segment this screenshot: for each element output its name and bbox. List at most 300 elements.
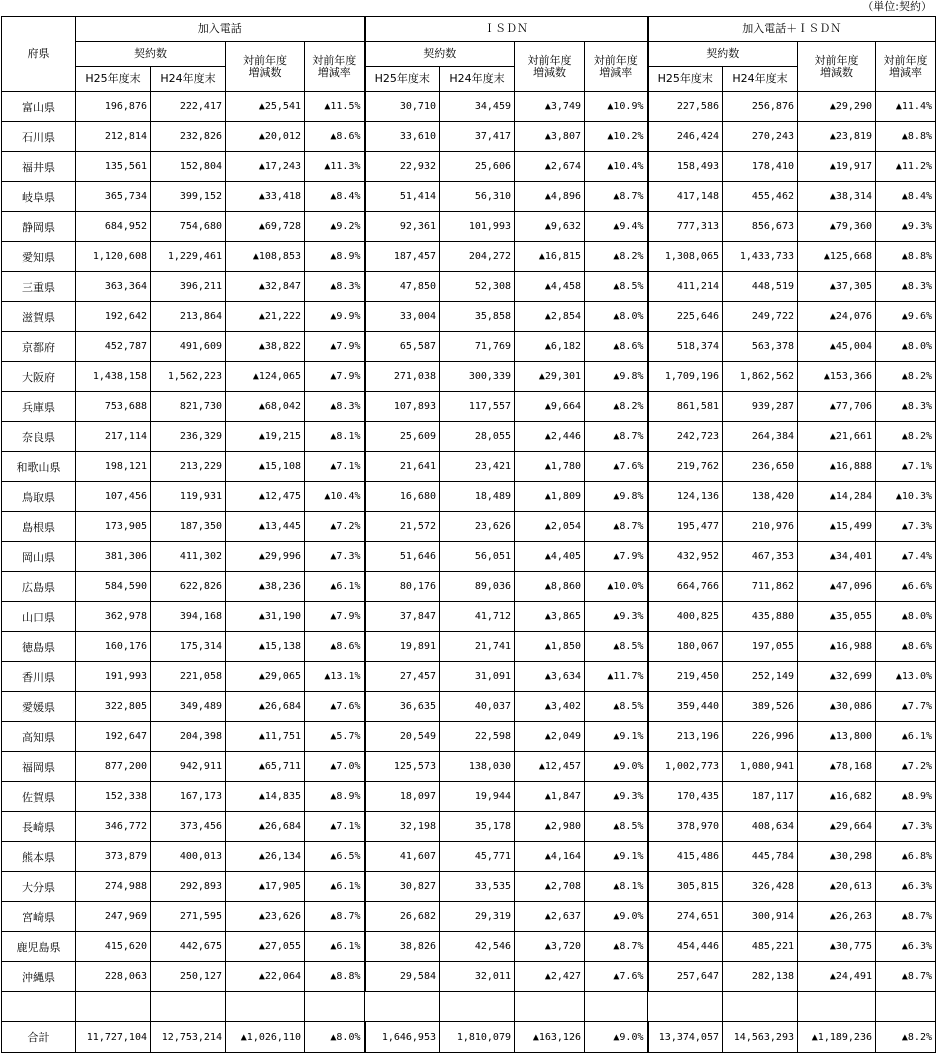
value-cell: ▲9.0%: [585, 752, 648, 782]
value-cell: 1,229,461: [151, 242, 226, 272]
header-group-isdn: ＩＳＤＮ: [365, 17, 648, 42]
value-cell: 192,647: [76, 722, 151, 752]
table-row: [2, 542, 936, 572]
value-cell: ▲29,664: [798, 812, 876, 842]
value-cell: ▲68,042: [226, 392, 305, 422]
header-contracts-combined: 契約数: [648, 42, 798, 67]
value-cell: ▲8.1%: [305, 422, 365, 452]
value-cell: 18,489: [440, 482, 515, 512]
value-cell: 415,486: [648, 842, 723, 872]
value-cell: ▲6.1%: [305, 572, 365, 602]
table-row: [2, 242, 936, 272]
value-cell: ▲9.8%: [585, 482, 648, 512]
value-cell: 42,546: [440, 932, 515, 962]
value-cell: ▲8.4%: [876, 182, 936, 212]
value-cell: ▲35,055: [798, 602, 876, 632]
value-cell: ▲7.9%: [305, 332, 365, 362]
header-h25-combined: H25年度末: [648, 67, 723, 92]
value-cell: 432,952: [648, 542, 723, 572]
value-cell: ▲34,401: [798, 542, 876, 572]
value-cell: 359,440: [648, 692, 723, 722]
prefecture-name: 香川県: [2, 662, 76, 692]
value-cell: ▲13.1%: [305, 662, 365, 692]
value-cell: ▲4,896: [515, 182, 585, 212]
value-cell: 305,815: [648, 872, 723, 902]
value-cell: 28,055: [440, 422, 515, 452]
value-cell: 777,313: [648, 212, 723, 242]
value-cell: 65,587: [365, 332, 440, 362]
value-cell: ▲7.4%: [876, 542, 936, 572]
value-cell: ▲8.8%: [305, 962, 365, 992]
value-cell: 408,634: [723, 812, 798, 842]
value-cell: 40,037: [440, 692, 515, 722]
value-cell: ▲8.7%: [876, 962, 936, 992]
value-cell: 167,173: [151, 782, 226, 812]
value-cell: ▲2,049: [515, 722, 585, 752]
prefecture-name: 岡山県: [2, 542, 76, 572]
prefecture-name: 山口県: [2, 602, 76, 632]
value-cell: 20,549: [365, 722, 440, 752]
value-cell: 187,117: [723, 782, 798, 812]
table-row: [2, 422, 936, 452]
value-cell: ▲9.2%: [305, 212, 365, 242]
value-cell: ▲11.2%: [876, 152, 936, 182]
value-cell: ▲1,189,236: [798, 1022, 876, 1053]
value-cell: 30,827: [365, 872, 440, 902]
value-cell: ▲10.4%: [585, 152, 648, 182]
value-cell: ▲7.0%: [305, 752, 365, 782]
value-cell: ▲9.3%: [585, 782, 648, 812]
prefecture-name: 長崎県: [2, 812, 76, 842]
value-cell: 518,374: [648, 332, 723, 362]
value-cell: 45,771: [440, 842, 515, 872]
value-cell: 135,561: [76, 152, 151, 182]
prefecture-name: 大阪府: [2, 362, 76, 392]
value-cell: ▲9.6%: [876, 302, 936, 332]
value-cell: ▲125,668: [798, 242, 876, 272]
value-cell: 365,734: [76, 182, 151, 212]
prefecture-name: 鳥取県: [2, 482, 76, 512]
value-cell: ▲32,847: [226, 272, 305, 302]
value-cell: ▲9.1%: [585, 842, 648, 872]
value-cell: ▲9.8%: [585, 362, 648, 392]
value-cell: ▲37,305: [798, 272, 876, 302]
value-cell: 326,428: [723, 872, 798, 902]
prefecture-name: 福岡県: [2, 752, 76, 782]
value-cell: ▲11.5%: [305, 92, 365, 122]
value-cell: ▲153,366: [798, 362, 876, 392]
prefecture-name: 和歌山県: [2, 452, 76, 482]
value-cell: ▲7.9%: [585, 542, 648, 572]
table-row: [2, 842, 936, 872]
value-cell: 1,562,223: [151, 362, 226, 392]
value-cell: ▲8.9%: [305, 242, 365, 272]
value-cell: 232,826: [151, 122, 226, 152]
value-cell: 37,417: [440, 122, 515, 152]
table-row: [2, 212, 936, 242]
value-cell: ▲8.2%: [876, 1022, 936, 1053]
value-cell: 187,457: [365, 242, 440, 272]
prefecture-name: 岐阜県: [2, 182, 76, 212]
value-cell: 274,988: [76, 872, 151, 902]
value-cell: 274,651: [648, 902, 723, 932]
value-cell: ▲9.4%: [585, 212, 648, 242]
value-cell: ▲6.6%: [876, 572, 936, 602]
value-cell: ▲2,446: [515, 422, 585, 452]
value-cell: 101,993: [440, 212, 515, 242]
value-cell: 442,675: [151, 932, 226, 962]
table-row: [2, 92, 936, 122]
value-cell: 89,036: [440, 572, 515, 602]
value-cell: 12,753,214: [151, 1022, 226, 1053]
value-cell: 394,168: [151, 602, 226, 632]
value-cell: 16,680: [365, 482, 440, 512]
value-cell: 856,673: [723, 212, 798, 242]
value-cell: ▲8.8%: [876, 122, 936, 152]
value-cell: 300,339: [440, 362, 515, 392]
value-cell: ▲9.9%: [305, 302, 365, 332]
value-cell: 1,709,196: [648, 362, 723, 392]
value-cell: 1,002,773: [648, 752, 723, 782]
table-row: [2, 572, 936, 602]
value-cell: 1,438,158: [76, 362, 151, 392]
prefecture-name: 佐賀県: [2, 782, 76, 812]
value-cell: 754,680: [151, 212, 226, 242]
value-cell: 252,149: [723, 662, 798, 692]
value-cell: ▲22,064: [226, 962, 305, 992]
value-cell: ▲8.0%: [876, 602, 936, 632]
prefecture-name: 愛知県: [2, 242, 76, 272]
value-cell: ▲15,138: [226, 632, 305, 662]
value-cell: ▲7.7%: [876, 692, 936, 722]
value-cell: 236,650: [723, 452, 798, 482]
value-cell: 41,712: [440, 602, 515, 632]
value-cell: ▲30,086: [798, 692, 876, 722]
value-cell: ▲7.3%: [876, 512, 936, 542]
value-cell: ▲65,711: [226, 752, 305, 782]
value-cell: ▲9.3%: [876, 212, 936, 242]
value-cell: ▲14,835: [226, 782, 305, 812]
value-cell: ▲6.5%: [305, 842, 365, 872]
prefecture-name: 福井県: [2, 152, 76, 182]
header-h24-isdn: H24年度末: [440, 67, 515, 92]
value-cell: 378,970: [648, 812, 723, 842]
value-cell: 271,595: [151, 902, 226, 932]
value-cell: 34,459: [440, 92, 515, 122]
value-cell: 227,586: [648, 92, 723, 122]
value-cell: 264,384: [723, 422, 798, 452]
value-cell: 158,493: [648, 152, 723, 182]
value-cell: ▲124,065: [226, 362, 305, 392]
prefecture-name: 熊本県: [2, 842, 76, 872]
value-cell: ▲8.6%: [305, 632, 365, 662]
value-cell: ▲30,298: [798, 842, 876, 872]
header-rate-phone: 対前年度 増減率: [305, 42, 365, 92]
value-cell: ▲1,847: [515, 782, 585, 812]
value-cell: 23,421: [440, 452, 515, 482]
value-cell: ▲3,634: [515, 662, 585, 692]
value-cell: 711,862: [723, 572, 798, 602]
value-cell: ▲17,905: [226, 872, 305, 902]
value-cell: ▲2,054: [515, 512, 585, 542]
value-cell: ▲7.2%: [305, 512, 365, 542]
prefecture-name: 兵庫県: [2, 392, 76, 422]
value-cell: 29,319: [440, 902, 515, 932]
value-cell: 124,136: [648, 482, 723, 512]
value-cell: ▲8.6%: [585, 332, 648, 362]
header-h25-isdn: H25年度末: [365, 67, 440, 92]
value-cell: ▲8.0%: [305, 1022, 365, 1053]
value-cell: 125,573: [365, 752, 440, 782]
value-cell: 31,091: [440, 662, 515, 692]
value-cell: ▲7.9%: [305, 362, 365, 392]
value-cell: 222,417: [151, 92, 226, 122]
value-cell: ▲16,815: [515, 242, 585, 272]
table-row: [2, 452, 936, 482]
value-cell: ▲8.4%: [305, 182, 365, 212]
value-cell: ▲11,751: [226, 722, 305, 752]
value-cell: 210,976: [723, 512, 798, 542]
value-cell: 1,120,608: [76, 242, 151, 272]
value-cell: 107,893: [365, 392, 440, 422]
value-cell: ▲45,004: [798, 332, 876, 362]
value-cell: ▲1,809: [515, 482, 585, 512]
value-cell: 445,784: [723, 842, 798, 872]
value-cell: ▲38,236: [226, 572, 305, 602]
value-cell: 187,350: [151, 512, 226, 542]
value-cell: ▲8.6%: [305, 122, 365, 152]
value-cell: ▲7.9%: [305, 602, 365, 632]
prefecture-name: 奈良県: [2, 422, 76, 452]
table-row: [2, 722, 936, 752]
table-body: [2, 92, 936, 992]
value-cell: 861,581: [648, 392, 723, 422]
value-cell: ▲11.3%: [305, 152, 365, 182]
table-row: [2, 362, 936, 392]
value-cell: 821,730: [151, 392, 226, 422]
value-cell: ▲1,780: [515, 452, 585, 482]
value-cell: 198,121: [76, 452, 151, 482]
value-cell: ▲38,314: [798, 182, 876, 212]
table-row: [2, 782, 936, 812]
value-cell: 362,978: [76, 602, 151, 632]
value-cell: 25,606: [440, 152, 515, 182]
value-cell: ▲8.7%: [876, 902, 936, 932]
value-cell: 226,996: [723, 722, 798, 752]
value-cell: ▲8.2%: [876, 362, 936, 392]
value-cell: 221,058: [151, 662, 226, 692]
prefecture-name: 島根県: [2, 512, 76, 542]
value-cell: ▲7.1%: [305, 812, 365, 842]
value-cell: ▲8.6%: [876, 632, 936, 662]
value-cell: ▲26,684: [226, 812, 305, 842]
value-cell: 435,880: [723, 602, 798, 632]
value-cell: ▲5.7%: [305, 722, 365, 752]
value-cell: ▲3,749: [515, 92, 585, 122]
value-cell: 246,424: [648, 122, 723, 152]
header-h24-combined: H24年度末: [723, 67, 798, 92]
value-cell: 455,462: [723, 182, 798, 212]
value-cell: ▲25,541: [226, 92, 305, 122]
table-row: [2, 302, 936, 332]
value-cell: 33,004: [365, 302, 440, 332]
value-cell: ▲29,996: [226, 542, 305, 572]
value-cell: 19,891: [365, 632, 440, 662]
value-cell: 37,847: [365, 602, 440, 632]
value-cell: 25,609: [365, 422, 440, 452]
value-cell: 170,435: [648, 782, 723, 812]
value-cell: ▲1,026,110: [226, 1022, 305, 1053]
value-cell: 195,477: [648, 512, 723, 542]
value-cell: ▲17,243: [226, 152, 305, 182]
value-cell: 191,993: [76, 662, 151, 692]
value-cell: ▲15,108: [226, 452, 305, 482]
value-cell: 363,364: [76, 272, 151, 302]
value-cell: 41,607: [365, 842, 440, 872]
value-cell: ▲3,865: [515, 602, 585, 632]
value-cell: ▲78,168: [798, 752, 876, 782]
value-cell: 33,535: [440, 872, 515, 902]
value-cell: 213,864: [151, 302, 226, 332]
value-cell: 21,572: [365, 512, 440, 542]
value-cell: 217,114: [76, 422, 151, 452]
value-cell: 173,905: [76, 512, 151, 542]
value-cell: ▲33,418: [226, 182, 305, 212]
value-cell: ▲8.2%: [585, 392, 648, 422]
value-cell: 56,310: [440, 182, 515, 212]
value-cell: 22,932: [365, 152, 440, 182]
table-footer: [2, 992, 936, 1053]
prefecture-name: 沖縄県: [2, 962, 76, 992]
value-cell: ▲7.2%: [876, 752, 936, 782]
value-cell: ▲12,475: [226, 482, 305, 512]
contracts-table: [1, 16, 936, 1053]
table-row: [2, 662, 936, 692]
value-cell: 1,080,941: [723, 752, 798, 782]
value-cell: 622,826: [151, 572, 226, 602]
value-cell: ▲8.7%: [305, 902, 365, 932]
value-cell: 27,457: [365, 662, 440, 692]
value-cell: ▲6.8%: [876, 842, 936, 872]
value-cell: ▲79,360: [798, 212, 876, 242]
value-cell: 107,456: [76, 482, 151, 512]
value-cell: 411,302: [151, 542, 226, 572]
table-row: [2, 752, 936, 782]
value-cell: ▲2,980: [515, 812, 585, 842]
value-cell: 19,944: [440, 782, 515, 812]
prefecture-name: 広島県: [2, 572, 76, 602]
value-cell: 322,805: [76, 692, 151, 722]
value-cell: 452,787: [76, 332, 151, 362]
value-cell: ▲29,290: [798, 92, 876, 122]
value-cell: ▲30,775: [798, 932, 876, 962]
prefecture-name: 宮崎県: [2, 902, 76, 932]
value-cell: ▲77,706: [798, 392, 876, 422]
prefecture-name: 京都府: [2, 332, 76, 362]
total-row: [2, 1022, 936, 1053]
header-prefecture: 府県: [2, 17, 76, 92]
value-cell: 32,198: [365, 812, 440, 842]
value-cell: 1,810,079: [440, 1022, 515, 1053]
value-cell: ▲2,674: [515, 152, 585, 182]
value-cell: 877,200: [76, 752, 151, 782]
value-cell: 1,646,953: [365, 1022, 440, 1053]
value-cell: 389,526: [723, 692, 798, 722]
value-cell: ▲8.7%: [585, 182, 648, 212]
value-cell: 32,011: [440, 962, 515, 992]
value-cell: 51,646: [365, 542, 440, 572]
value-cell: ▲3,807: [515, 122, 585, 152]
header-contracts-phone: 契約数: [76, 42, 226, 67]
value-cell: ▲9.0%: [585, 1022, 648, 1053]
value-cell: 257,647: [648, 962, 723, 992]
value-cell: 584,590: [76, 572, 151, 602]
value-cell: ▲8.3%: [305, 272, 365, 302]
value-cell: ▲8.5%: [585, 812, 648, 842]
value-cell: 400,013: [151, 842, 226, 872]
table-row: [2, 692, 936, 722]
value-cell: ▲7.6%: [585, 962, 648, 992]
value-cell: 249,722: [723, 302, 798, 332]
value-cell: ▲26,134: [226, 842, 305, 872]
value-cell: ▲7.3%: [305, 542, 365, 572]
value-cell: ▲69,728: [226, 212, 305, 242]
value-cell: 117,557: [440, 392, 515, 422]
table-row: [2, 602, 936, 632]
value-cell: ▲8.7%: [585, 512, 648, 542]
value-cell: 563,378: [723, 332, 798, 362]
value-cell: 399,152: [151, 182, 226, 212]
separator-row: [2, 992, 936, 1022]
value-cell: 448,519: [723, 272, 798, 302]
value-cell: 213,196: [648, 722, 723, 752]
value-cell: 349,489: [151, 692, 226, 722]
value-cell: ▲9.3%: [585, 602, 648, 632]
table-row: [2, 182, 936, 212]
value-cell: 21,741: [440, 632, 515, 662]
value-cell: 29,584: [365, 962, 440, 992]
value-cell: 22,598: [440, 722, 515, 752]
value-cell: ▲8.5%: [585, 632, 648, 662]
value-cell: ▲8.0%: [876, 332, 936, 362]
value-cell: ▲10.3%: [876, 482, 936, 512]
value-cell: 242,723: [648, 422, 723, 452]
value-cell: ▲7.6%: [585, 452, 648, 482]
value-cell: 51,414: [365, 182, 440, 212]
value-cell: 491,609: [151, 332, 226, 362]
value-cell: 373,456: [151, 812, 226, 842]
value-cell: 753,688: [76, 392, 151, 422]
value-cell: ▲7.3%: [876, 812, 936, 842]
unit-note: （単位:契約）: [862, 0, 932, 13]
value-cell: 228,063: [76, 962, 151, 992]
value-cell: 192,642: [76, 302, 151, 332]
table-row: [2, 962, 936, 992]
value-cell: ▲6.1%: [876, 722, 936, 752]
value-cell: ▲8,860: [515, 572, 585, 602]
value-cell: 152,338: [76, 782, 151, 812]
value-cell: ▲8.9%: [876, 782, 936, 812]
value-cell: ▲16,888: [798, 452, 876, 482]
value-cell: ▲21,661: [798, 422, 876, 452]
value-cell: 30,710: [365, 92, 440, 122]
value-cell: ▲8.8%: [876, 242, 936, 272]
value-cell: ▲20,012: [226, 122, 305, 152]
value-cell: ▲10.0%: [585, 572, 648, 602]
value-cell: 180,067: [648, 632, 723, 662]
value-cell: 204,272: [440, 242, 515, 272]
value-cell: 26,682: [365, 902, 440, 932]
